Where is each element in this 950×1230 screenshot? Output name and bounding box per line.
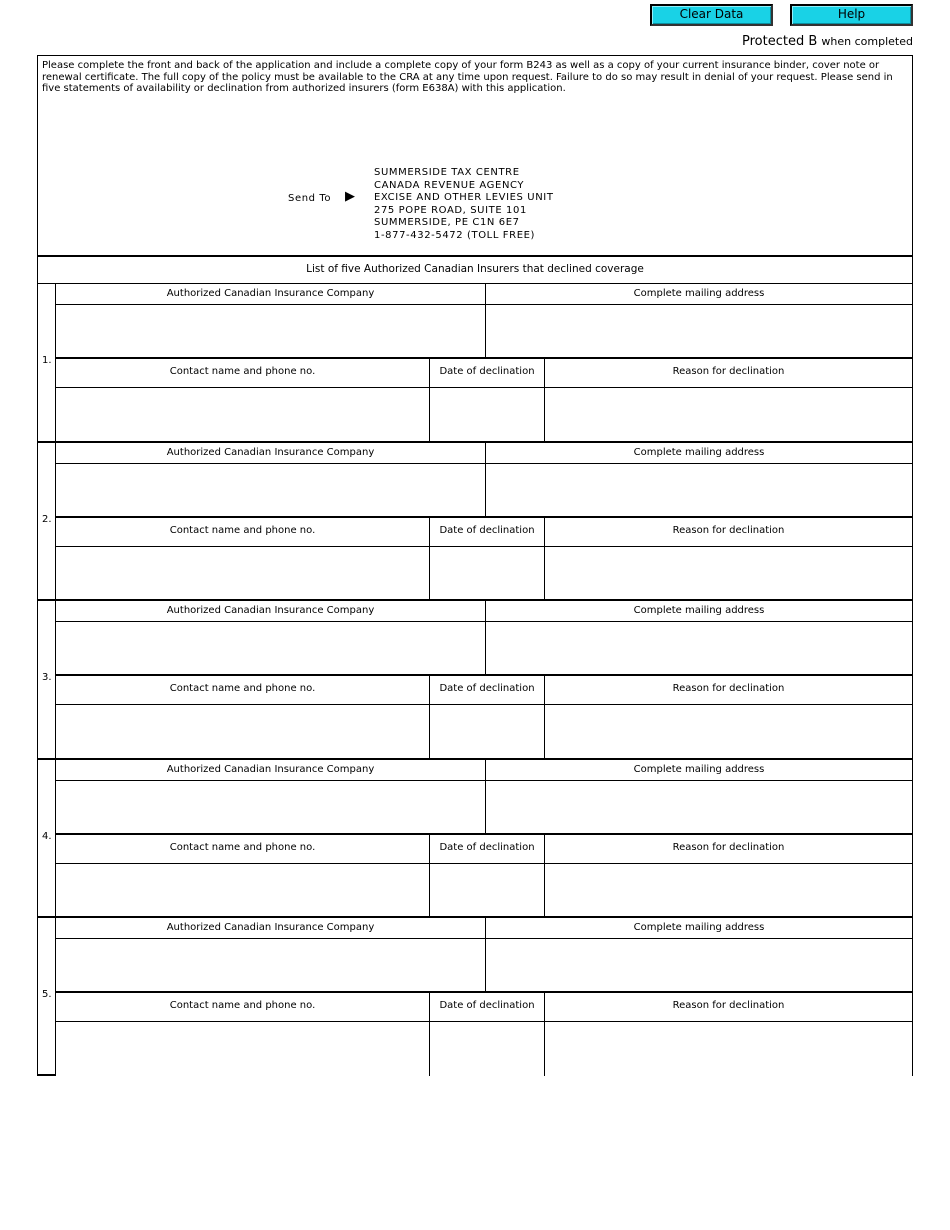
insurer-record xyxy=(38,758,912,916)
address-line: 275 POPE ROAD, SUITE 101 xyxy=(374,204,527,216)
address-header: Complete mailing address xyxy=(485,760,912,780)
company-header: Authorized Canadian Insurance Company xyxy=(166,605,375,617)
protected-suffix: when completed xyxy=(821,35,913,48)
address-header: Complete mailing address xyxy=(485,918,912,938)
contact-header: Contact name and phone no. xyxy=(56,991,429,1021)
clear-data-button[interactable]: Clear Data xyxy=(650,4,773,26)
company-input[interactable] xyxy=(56,938,485,991)
reason-header: Reason for declination xyxy=(544,674,912,704)
arrow-right-icon: ▶ xyxy=(345,189,355,204)
contact-input[interactable] xyxy=(56,546,429,601)
protected-label: Protected B xyxy=(742,34,818,49)
instructions-text: Please complete the front and back of the application and include a complete copy of your form B243 as well as a copy of your current insurance binder, cover note or renewal certificate. The full copy of the policy must be available to the CRA at any time upon request. Failure to do so may result in denial of your request. Please send in five statements of availability or declination from authorized insurers (form E638A) with this application. xyxy=(42,60,893,94)
date-header: Date of declination xyxy=(429,833,544,863)
reason-header: Reason for declination xyxy=(544,991,912,1021)
contact-header: Contact name and phone no. xyxy=(56,833,429,863)
contact-header: Contact name and phone no. xyxy=(56,674,429,704)
address-line: 1-877-432-5472 (TOLL FREE) xyxy=(374,229,536,241)
reason-header: Reason for declination xyxy=(544,357,912,387)
date-header: Date of declination xyxy=(429,357,544,387)
insurer-record xyxy=(38,599,912,757)
company-input[interactable] xyxy=(56,304,485,357)
insurer-record xyxy=(38,441,912,599)
help-button[interactable]: Help xyxy=(790,4,913,26)
reason-input[interactable] xyxy=(544,1021,912,1076)
contact-header: Contact name and phone no. xyxy=(56,516,429,546)
reason-input[interactable] xyxy=(544,546,912,601)
address-line: CANADA REVENUE AGENCY xyxy=(374,179,525,191)
date-header: Date of declination xyxy=(429,674,544,704)
company-input[interactable] xyxy=(56,780,485,833)
address-line: SUMMERSIDE, PE C1N 6E7 xyxy=(374,217,520,228)
date-header: Date of declination xyxy=(429,991,544,1021)
reason-input[interactable] xyxy=(544,387,912,442)
insurer-record xyxy=(38,283,912,441)
insurer-record xyxy=(38,916,912,1074)
company-header: Authorized Canadian Insurance Company xyxy=(166,921,375,933)
list-title: List of five Authorized Canadian Insurers that declined coverage xyxy=(306,263,644,275)
company-header: Authorized Canadian Insurance Company xyxy=(166,447,375,459)
mailing-address-input[interactable] xyxy=(485,304,912,357)
date-input[interactable] xyxy=(429,863,544,918)
address-header: Complete mailing address xyxy=(485,443,912,463)
contact-input[interactable] xyxy=(56,1021,429,1076)
date-header: Date of declination xyxy=(429,516,544,546)
company-input[interactable] xyxy=(56,621,485,674)
mailing-address-input[interactable] xyxy=(485,463,912,516)
company-input[interactable] xyxy=(56,463,485,516)
reason-header: Reason for declination xyxy=(544,516,912,546)
company-header: Authorized Canadian Insurance Company xyxy=(166,763,375,775)
address-line: EXCISE AND OTHER LEVIES UNIT xyxy=(374,192,554,203)
date-input[interactable] xyxy=(429,387,544,442)
form-frame xyxy=(37,55,913,1076)
contact-input[interactable] xyxy=(56,863,429,918)
contact-header: Contact name and phone no. xyxy=(56,357,429,387)
address-header: Complete mailing address xyxy=(485,601,912,621)
protected-b-notice xyxy=(742,34,913,49)
date-input[interactable] xyxy=(429,704,544,759)
contact-input[interactable] xyxy=(56,387,429,442)
send-to-label: Send To xyxy=(288,193,332,204)
mailing-address-input[interactable] xyxy=(485,938,912,991)
mailing-address-input[interactable] xyxy=(485,780,912,833)
reason-header: Reason for declination xyxy=(544,833,912,863)
mailing-address-input[interactable] xyxy=(485,621,912,674)
record-number: 5. xyxy=(38,918,56,1076)
record-number: 4. xyxy=(38,760,56,918)
record-number: 1. xyxy=(38,284,56,442)
reason-input[interactable] xyxy=(544,863,912,918)
record-number: 2. xyxy=(38,443,56,601)
company-header: Authorized Canadian Insurance Company xyxy=(166,288,375,299)
date-input[interactable] xyxy=(429,546,544,601)
date-input[interactable] xyxy=(429,1021,544,1076)
address-line: SUMMERSIDE TAX CENTRE xyxy=(374,167,520,178)
contact-input[interactable] xyxy=(56,704,429,759)
reason-input[interactable] xyxy=(544,704,912,759)
mailing-address xyxy=(374,167,554,242)
address-header: Complete mailing address xyxy=(485,284,912,304)
record-number: 3. xyxy=(38,601,56,759)
